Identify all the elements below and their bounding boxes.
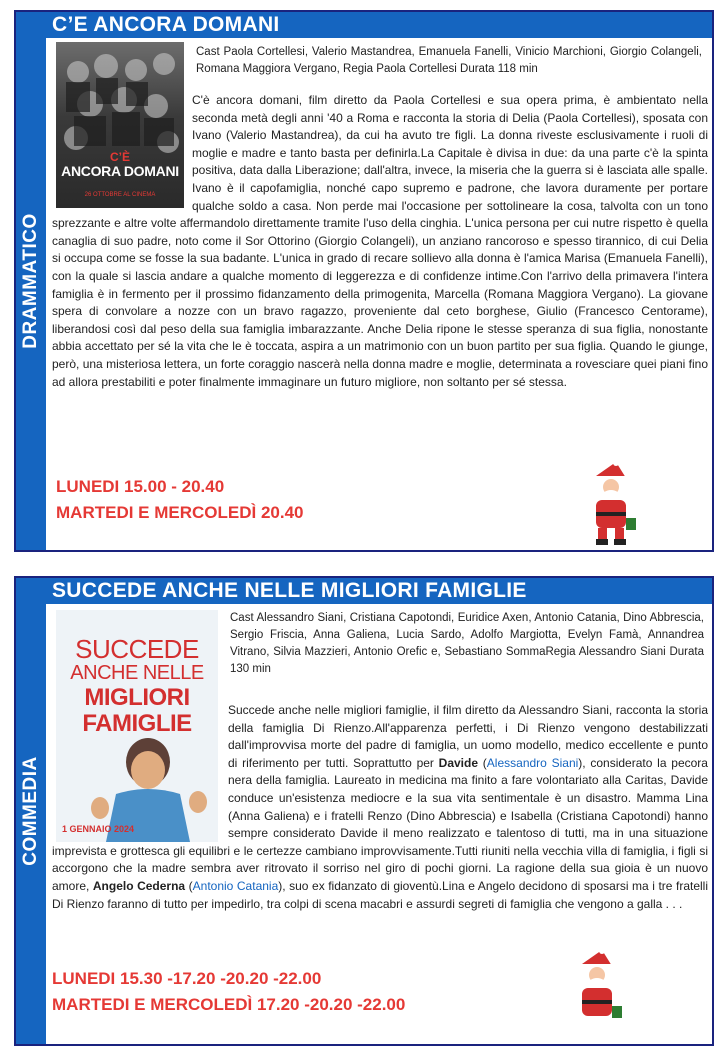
- santa-claus-icon: [568, 948, 626, 1024]
- synopsis-text: C'è ancora domani, film diretto da Paola Cortellesi e sua opera prima, è ambientato nella seconda metà degli anni '40 a Roma e racconta la storia di Delia (Paola Cortellesi), sposata con Ivano (Valerio Mastandrea), da cui ha avuto tre figli. La donna riveste esclusivamente i ruoli di moglie e madre e tanto basta per definirla.La Capitale è divisa in due: da una parte c'è la spinta positiva, data dalla Liberazione; dall'altra, invece, la miseria che la guerra si è lasciata alle spalle. Ivano è il capofamiglia, nonché capo supremo e padrone, che lavora duramente per portare qualche soldo a casa. Non perde mai l'occasione per sottolineare la cosa, talvolta con un tono sprezzante e altre volte affermandolo direttamente tramite l'uso della cinghia. L'unica persona per cui nutre rispetto è quella canaglia di suo padre, noto come il Sor Ottorino (Giorgio Colangeli), un anziano rancoroso e spesso tirannico, di cui Delia si occupa come se fosse la sua badante. L'unica in grado di recare sollievo alla donna è l'amica Marisa (Emanuela Fanelli), con la quale si lascia andare a qualche momento di leggerezza e di confidenze intime.Con l'arrivo della primavera l'intera famiglia è in fermento per il prossimo fidanzamento della primogenita, Marcella (Romana Maggiora Vergano). La giovane spera di convolare a nozze con un bravo ragazzo, proveniente dal ceto borghese, Giulio (Francesco Centorame), liberandosi così dal peso della sua famiglia imbarazzante. Anche Delia ripone le stesse speranza di sua figlia, nonostante abbia accettato per sé la vita che le è toccata, aspira a un matrimonio con un buon partito per sua figlia. Quando le giunge, però, una misteriosa lettera, un forte coraggio nascerà nella donna madre e moglie, determinata a rovesciare quei piani fino ad allora prestabiliti e poter finalmente immaginare un futuro migliore, non soltanto per sé stessa.: [52, 93, 708, 389]
- film-synopsis: [52, 92, 708, 391]
- poster-title-line1: C’È: [109, 150, 130, 164]
- cast-credits: Cast Paola Cortellesi, Valerio Mastandrea, Emanuela Fanelli, Vinicio Marchioni, Giorgio Colangeli, Romana Maggiora Vergano, Regia Paola Cortellesi Durata 118 min: [196, 46, 702, 75]
- poster-title-line1: SUCCEDE: [75, 634, 199, 664]
- showtimes: [52, 966, 405, 1018]
- genre-label: COMMEDIA: [20, 756, 41, 866]
- poster-spacer: [52, 92, 192, 208]
- showtime-line-2: MARTEDI E MERCOLEDÌ 17.20 -20.20 -22.00: [52, 995, 406, 1014]
- poster-date: 1 GENNAIO 2024: [62, 824, 135, 834]
- showtimes: [56, 474, 304, 526]
- poster-date: 26 OTTOBRE AL CINEMA: [84, 192, 156, 198]
- film-synopsis: [52, 702, 708, 913]
- showtime-line-1: LUNEDI 15.30 -17.20 -20.20 -22.00: [52, 969, 322, 988]
- genre-sidebar: [16, 578, 46, 1044]
- showtime-line-1: LUNEDI 15.00 - 20.40: [56, 477, 225, 496]
- genre-sidebar: [16, 12, 46, 550]
- santa-claus-icon: [582, 460, 640, 546]
- poster-spacer: [52, 702, 228, 842]
- film-card-1: [14, 10, 714, 552]
- film-card-2: [14, 576, 714, 1046]
- synopsis-text: Succede anche nelle migliori famiglie, il film diretto da Alessandro Siani, racconta la storia della famiglia Di Rienzo.All'apparenza perfetti, i Di Rienzo vengono destabilizzati dall'improvvisa morte del padre di famiglia, un uomo modello, medico eccellente e punto di riferimento per tutti. Soprattutto per Davide (Alessandro Siani), considerato la pecora nera della famiglia. Laureato in medicina ma finito a fare volontariato alla Caritas, Davide conduce un'esistenza mediocre e la sua vita sentimentale è un disastro. Mamma Lina (Anna Galiena) e i fratelli Renzo (Dino Abbrescia) e Isabella (Cristiana Capotondi) hanno sempre considerato Davide il meno realizzato e talentoso di tutti, ma in una situazione imprevista e grottesca gli equilibri e le certezze cambiano improvvisamente.Tutti riuniti nella vecchia villa di famiglia, i figli si accorgono che la madre sembra aver ritrovato il sorriso nel giro di pochi giorni. La ragione della sua gioia è un nuovo amore, Angelo Cederna (Antonio Catania), suo ex fidanzato di gioventù.Lina e Angelo decidono di sposarsi ma i tre fratelli Di Rienzo faranno di tutto per impedirlo, tra colpi di scena macabri e assurdi segreti di famiglia che vengono a galla . . .: [52, 703, 709, 911]
- cast-credits: Cast Alessandro Siani, Cristiana Capotondi, Euridice Axen, Antonio Catania, Dino Abbrescia, Sergio Friscia, Anna Galiena, Lucia Sardo, Adolfo Margiotta, Evelyn Famà, Annandrea Vitrano, Silvia Mazzieri, Antonio Orefic e, Sebastiano SommaRegia Alessandro Siani Durata 130 min: [230, 612, 704, 675]
- poster-title-line3: MIGLIORI: [84, 684, 190, 711]
- showtime-line-2: MARTEDI E MERCOLEDÌ 20.40: [56, 503, 304, 522]
- poster-title-line4: FAMIGLIE: [82, 710, 192, 737]
- film-title: SUCCEDE ANCHE NELLE MIGLIORI FAMIGLIE: [46, 578, 712, 604]
- poster-title-line2: ANCHE NELLE: [70, 662, 204, 684]
- film-title: C’E ANCORA DOMANI: [46, 12, 712, 38]
- poster-title-line2: ANCORA DOMANI: [61, 163, 179, 179]
- genre-label: DRAMMATICO: [20, 213, 41, 349]
